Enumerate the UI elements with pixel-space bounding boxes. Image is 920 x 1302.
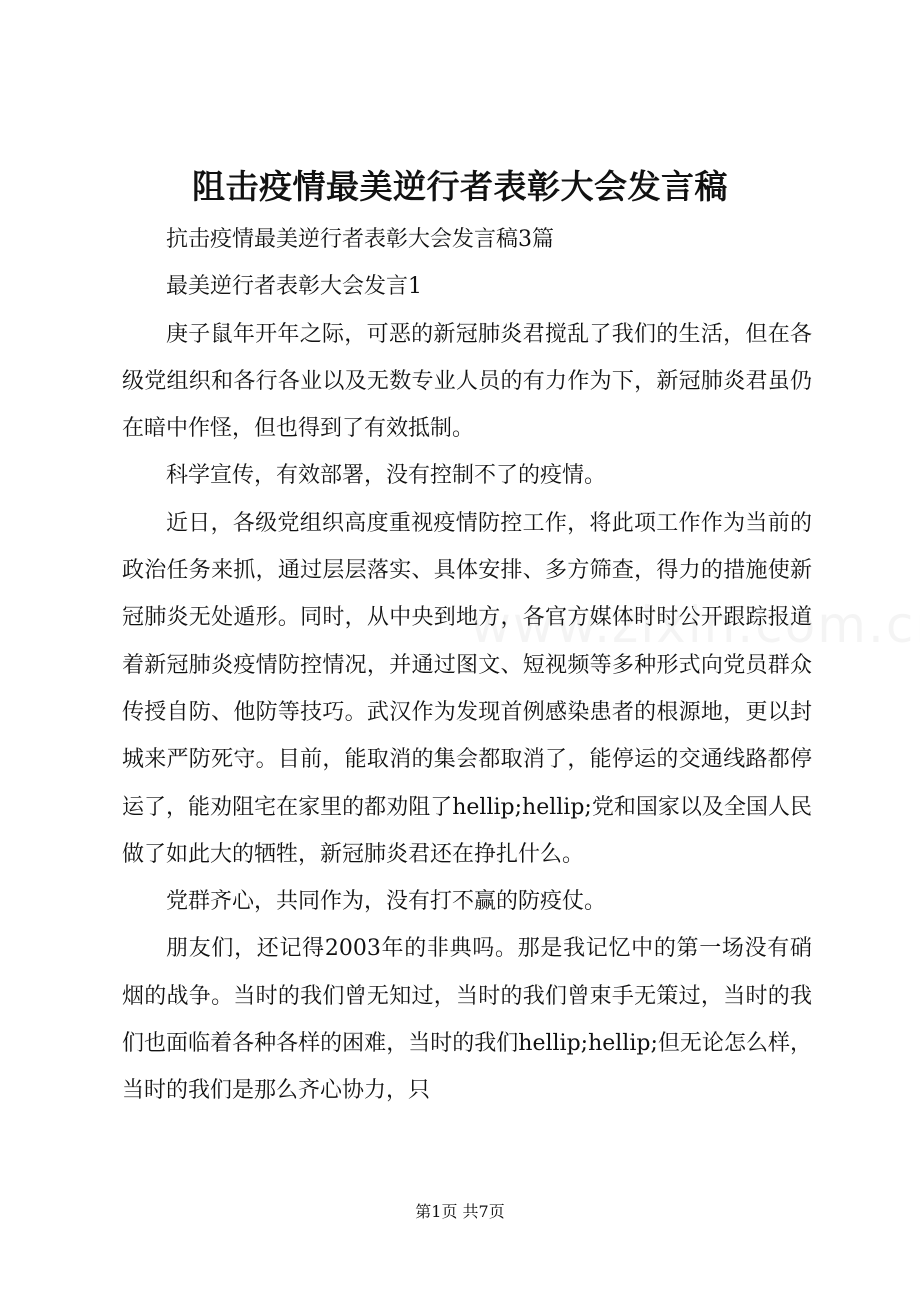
- document-body: [122, 216, 812, 1115]
- subtitle-line: 抗击疫情最美逆行者表彰大会发言稿3篇: [166, 227, 554, 252]
- body-paragraph: 党群齐心，共同作为，没有打不赢的防疫仗。: [166, 889, 607, 915]
- body-paragraph: 庚子鼠年开年之际，可恶的新冠肺炎君搅乱了我们的生活，但在各级党组织和各行各业以及无数专业人员的有力作为下，新冠肺炎君虽仍在暗中作怪，但也得到了有效抵制。: [122, 321, 812, 442]
- document-title: 阻击疫情最美逆行者表彰大会发言稿: [192, 167, 728, 206]
- body-paragraph: 科学宣传，有效部署，没有控制不了的疫情。: [166, 463, 607, 489]
- body-paragraph: 朋友们，还记得2003年的非典吗。那是我记忆中的第一场没有硝烟的战争。当时的我们曾无知过，当时的我们曾束手无策过，当时的我们也面临着各种各样的困难，当时的我们hellip;hellip;但无论怎么样，当时的我们是那么齐心协力，只: [122, 936, 812, 1104]
- section-heading: 最美逆行者表彰大会发言1: [166, 274, 422, 300]
- page-number-footer: 第1页 共7页: [415, 1202, 505, 1221]
- body-paragraph: 近日，各级党组织高度重视疫情防控工作，将此项工作作为当前的政治任务来抓，通过层层落实、具体安排、多方筛查，得力的措施使新冠肺炎无处遁形。同时，从中央到地方，各官方媒体时时公开跟踪报道着新冠肺炎疫情防控情况，并通过图文、短视频等多种形式向党员群众传授自防、他防等技巧。武汉作为发现首例感染患者的根源地，更以封城来严防死守。目前，能取消的集会都取消了，能停运的交通线路都停运了，能劝阻宅在家里的都劝阻了hellip;hellip;党和国家以及全国人民做了如此大的牺牲，新冠肺炎君还在挣扎什么。: [122, 510, 812, 867]
- watermark: [470, 596, 920, 654]
